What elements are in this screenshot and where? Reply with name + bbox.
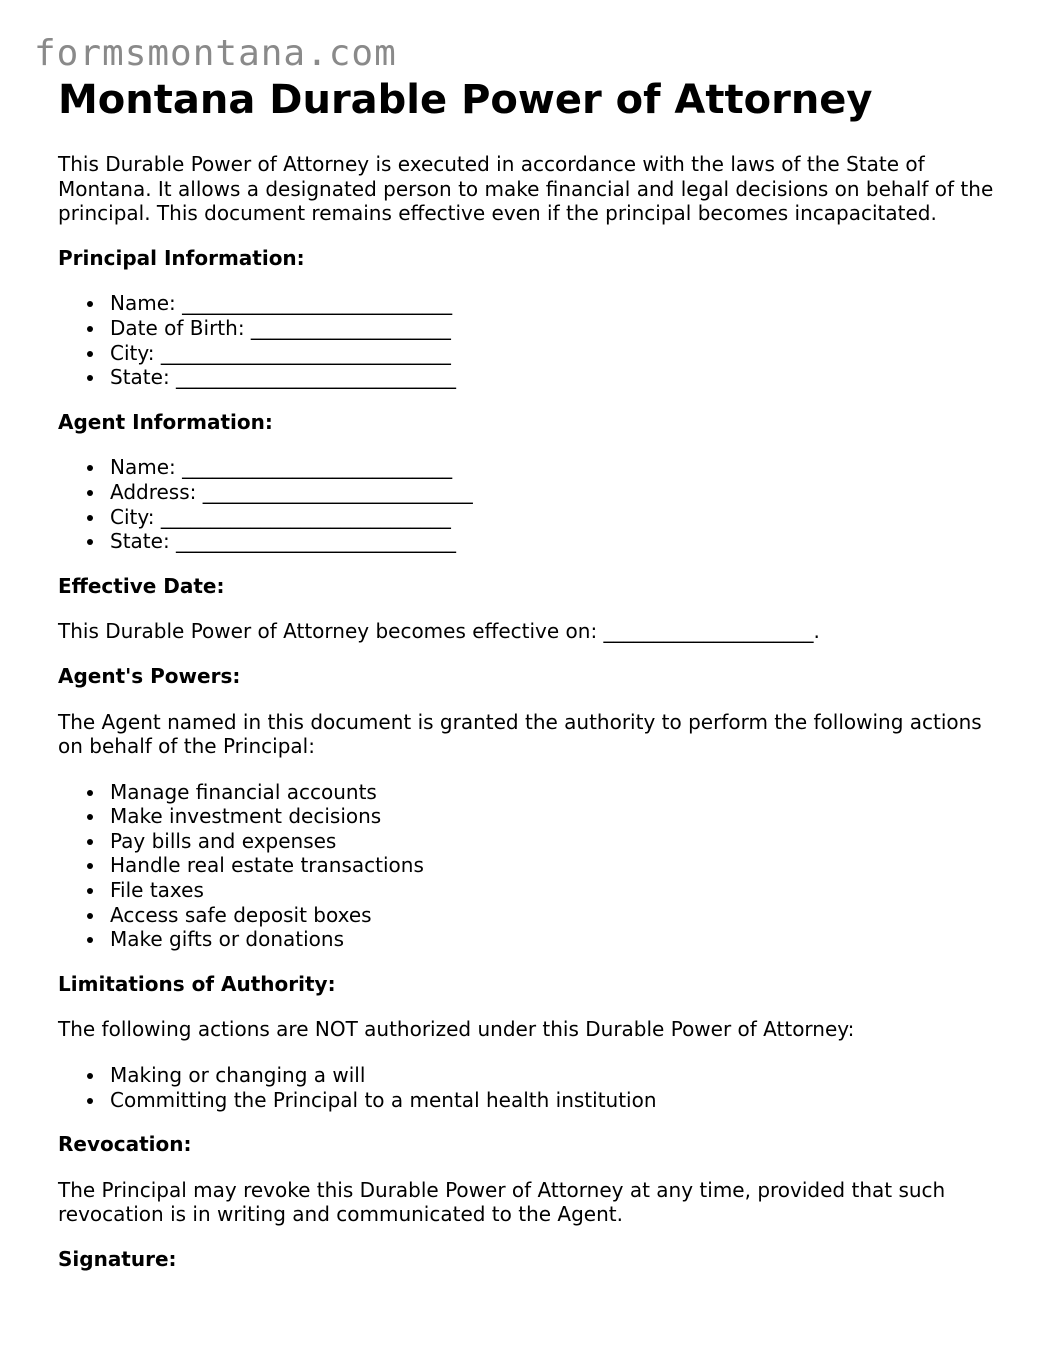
- powers-section: [58, 664, 998, 952]
- principal-section: [58, 246, 998, 390]
- power-item: File taxes: [110, 878, 998, 903]
- principal-dob-field: Date of Birth: ____________________: [110, 316, 998, 341]
- principal-city-field: City: _____________________________: [110, 341, 998, 366]
- revocation-heading: Revocation:: [58, 1132, 192, 1157]
- revocation-text: The Principal may revoke this Durable Power of Attorney at any time, provided that such revocation is in writing and communicated to the Agent.: [58, 1177, 946, 1227]
- effective-date-heading: Effective Date:: [58, 573, 225, 598]
- agent-city-field: City: _____________________________: [110, 505, 998, 530]
- power-item: Make gifts or donations: [110, 927, 998, 952]
- agent-field-list: [58, 455, 998, 553]
- power-item: Handle real estate transactions: [110, 853, 998, 878]
- agent-address-field: Address: ___________________________: [110, 480, 998, 505]
- effective-date-text: This Durable Power of Attorney becomes effective on: _____________________.: [58, 619, 820, 644]
- limitation-item: Committing the Principal to a mental health institution: [110, 1088, 998, 1113]
- agent-heading: Agent Information:: [58, 409, 273, 434]
- power-item: Make investment decisions: [110, 804, 998, 829]
- agent-state-field: State: ____________________________: [110, 529, 998, 554]
- powers-heading: Agent's Powers:: [58, 663, 241, 688]
- effective-date-section: [58, 574, 998, 644]
- power-item: Pay bills and expenses: [110, 829, 998, 854]
- signature-section: [58, 1247, 998, 1272]
- agent-section: [58, 410, 998, 554]
- limitation-item: Making or changing a will: [110, 1063, 998, 1088]
- principal-field-list: [58, 291, 998, 389]
- document-title: Montana Durable Power of Attorney: [58, 77, 873, 123]
- document-page: [58, 74, 998, 1272]
- powers-list: [58, 780, 998, 952]
- site-watermark: formsmontana.com: [34, 33, 397, 74]
- signature-heading: Signature:: [58, 1247, 177, 1271]
- principal-name-field: Name: ___________________________: [110, 291, 998, 316]
- limitations-text: The following actions are NOT authorized under this Durable Power of Attorney:: [58, 1017, 855, 1042]
- principal-heading: Principal Information:: [58, 245, 305, 270]
- power-item: Manage financial accounts: [110, 780, 998, 805]
- limitations-list: [58, 1063, 998, 1112]
- powers-text: The Agent named in this document is granted the authority to perform the following actions on behalf of the Principal:: [58, 709, 982, 759]
- revocation-section: [58, 1132, 998, 1227]
- agent-name-field: Name: ___________________________: [110, 455, 998, 480]
- power-item: Access safe deposit boxes: [110, 903, 998, 928]
- intro-paragraph: This Durable Power of Attorney is executed in accordance with the laws of the State of Montana. It allows a designated person to make financial and legal decisions on behalf of the principal. This document remains effective even if the principal becomes incapacitated.: [58, 152, 994, 226]
- principal-state-field: State: ____________________________: [110, 365, 998, 390]
- limitations-heading: Limitations of Authority:: [58, 971, 336, 996]
- limitations-section: [58, 972, 998, 1112]
